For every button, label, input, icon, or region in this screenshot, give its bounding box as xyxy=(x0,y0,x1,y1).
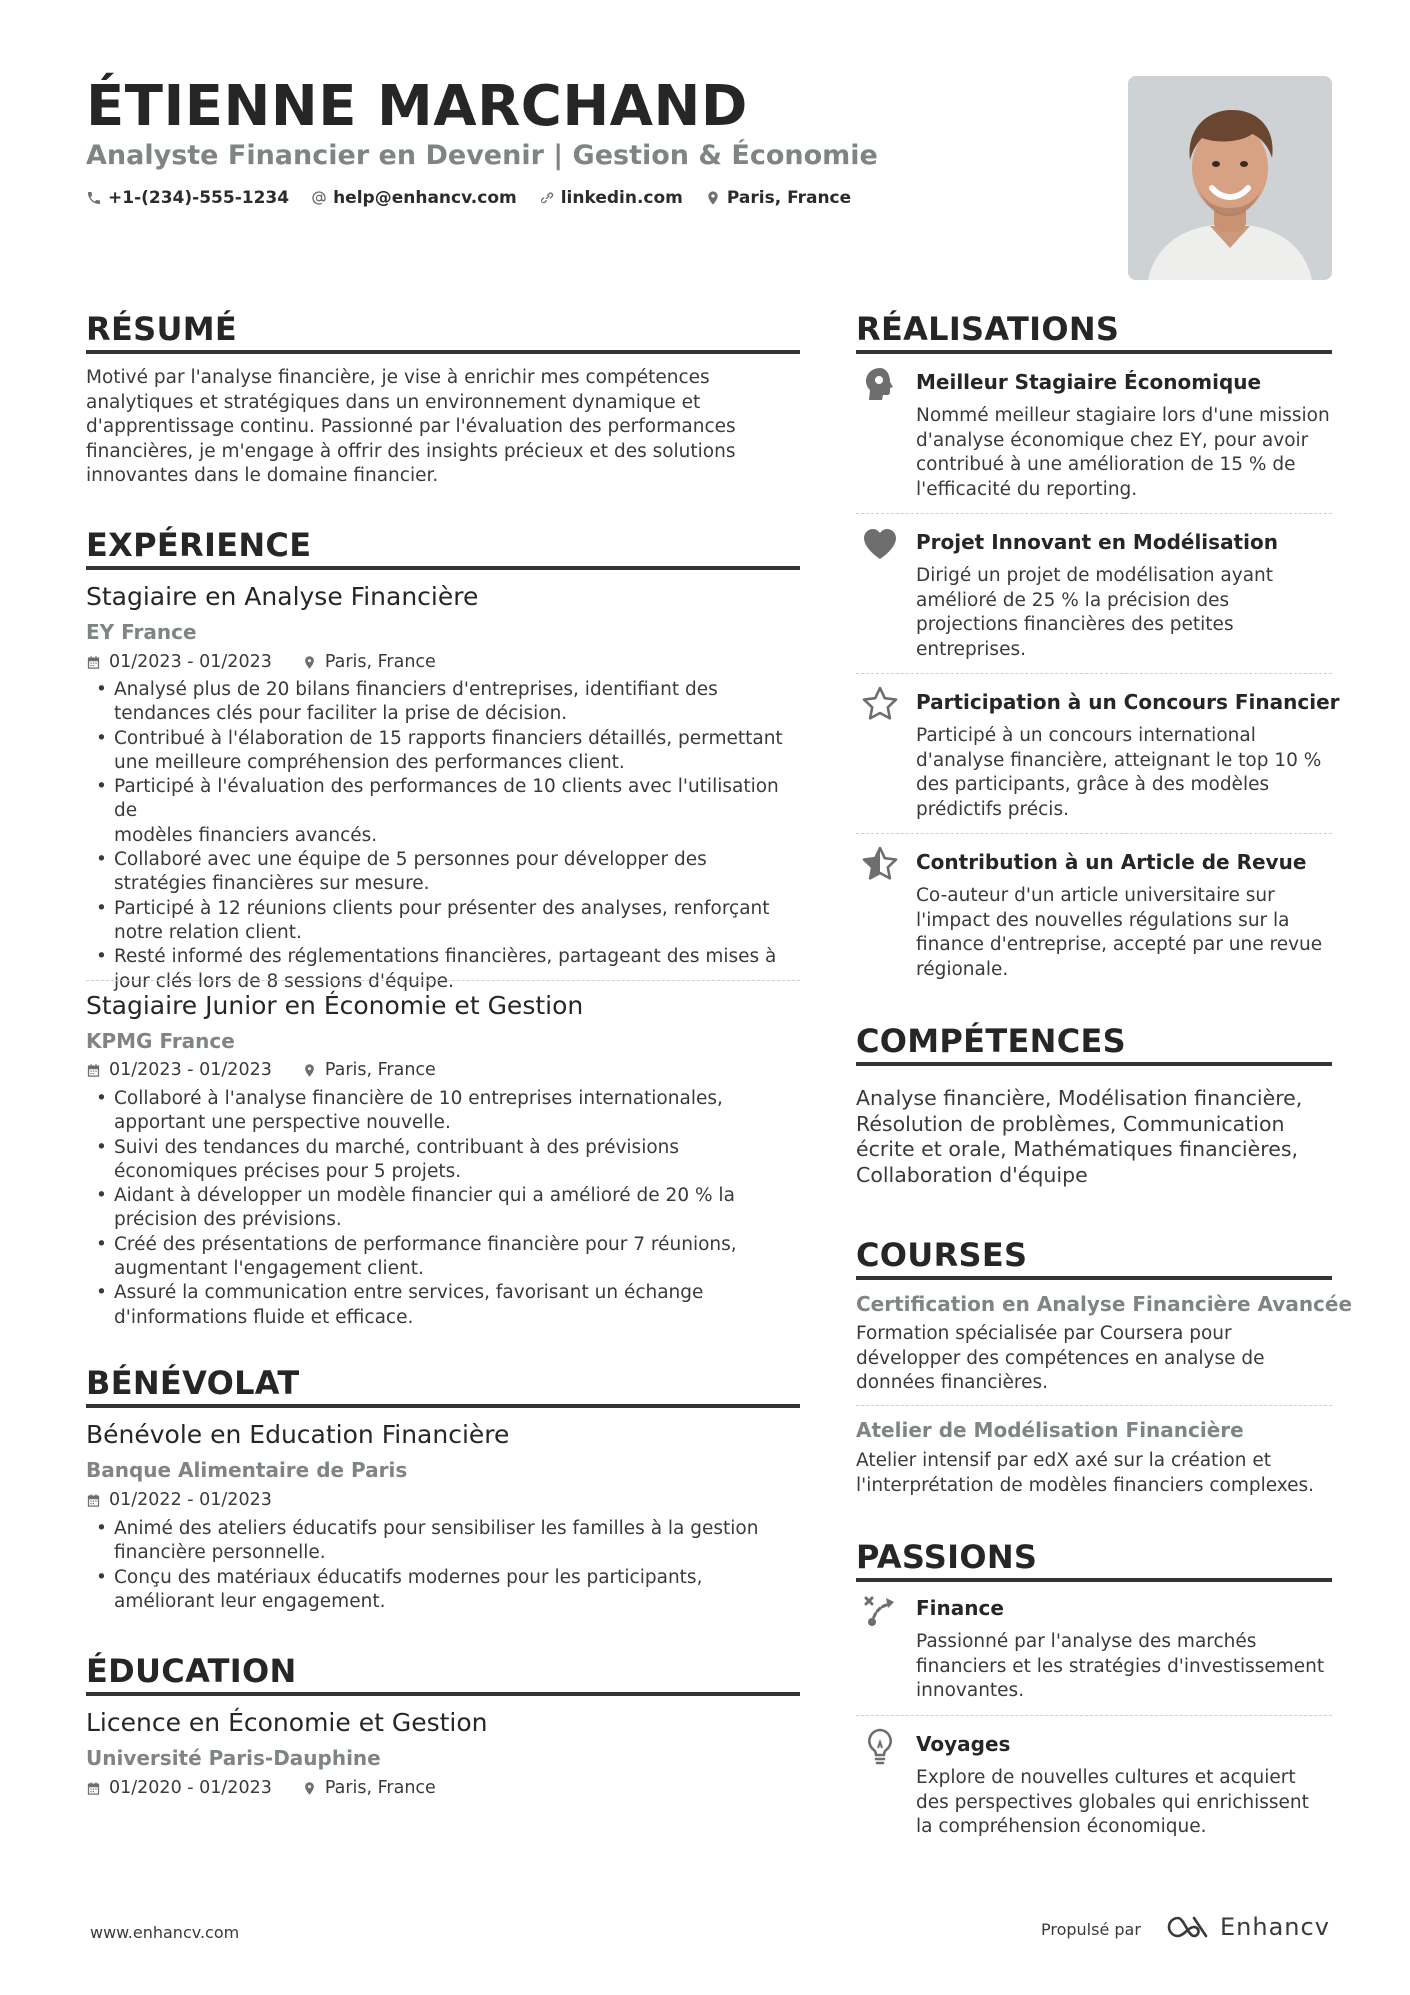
phone-icon xyxy=(86,190,102,206)
link-icon xyxy=(539,190,555,206)
bullet-item: • Assuré la communication entre services, favorisant un échange d'informations fluide et efficace. xyxy=(86,1281,806,1330)
skills-list: Analyse financière, Modélisation financière, Résolution de problèmes, Communication écrite et orale, Mathématiques financières, Collaboration d'équipe xyxy=(856,1086,1303,1187)
contact-bar xyxy=(86,188,851,208)
passions-rule xyxy=(856,1578,1332,1582)
course-title: Certification en Analyse Financière Avancée xyxy=(856,1292,1353,1316)
volunteer-rule xyxy=(86,1404,800,1408)
education-dates-text: 01/2020 - 01/2023 xyxy=(109,1778,272,1798)
passion-title: Voyages xyxy=(916,1732,1011,1756)
volunteer-org: Banque Alimentaire de Paris xyxy=(86,1458,408,1482)
job-dates-text: 01/2023 - 01/2023 xyxy=(109,1060,272,1080)
location-pin-icon xyxy=(705,190,721,206)
courses-heading: COURSES xyxy=(856,1236,1028,1274)
education-rule xyxy=(86,1692,800,1696)
passion-desc: Passionné par l'analyse des marchés financiers et les stratégies d'investissement innovantes. xyxy=(916,1631,1325,1701)
achievement-title: Participation à un Concours Financier xyxy=(916,690,1340,714)
job-location-text: Paris, France xyxy=(324,1060,436,1080)
summary-rule xyxy=(86,350,800,354)
calendar-icon xyxy=(86,1781,101,1796)
volunteer-dates xyxy=(86,1490,272,1510)
achievement-divider xyxy=(856,833,1332,834)
course-divider xyxy=(856,1405,1332,1406)
job-meta xyxy=(86,652,436,672)
summary-line: financières, je m'engage à offrir des insights précieux et des solutions xyxy=(86,440,736,462)
summary-line: Motivé par l'analyse financière, je vise à enrichir mes compétences xyxy=(86,367,710,388)
candidate-subtitle: Analyste Financier en Devenir | Gestion & Économie xyxy=(86,140,878,171)
enhancv-logo-icon xyxy=(1164,1914,1212,1940)
job-bullets xyxy=(86,1087,806,1330)
achievement-divider xyxy=(856,513,1332,514)
bullet-item: • Conçu des matériaux éducatifs modernes pour les participants, améliorant leur engagement. xyxy=(86,1566,806,1615)
head-icon xyxy=(860,364,900,404)
job-title: Stagiaire en Analyse Financière xyxy=(86,582,479,611)
achievements-heading: RÉALISATIONS xyxy=(856,310,1120,348)
calendar-icon xyxy=(86,1063,101,1078)
achievement-title: Projet Innovant en Modélisation xyxy=(916,530,1278,554)
job-dates xyxy=(86,1060,272,1080)
location-pin-icon xyxy=(302,1781,317,1796)
profile-photo xyxy=(1128,76,1332,280)
contact-email[interactable] xyxy=(311,188,517,208)
passions-heading: PASSIONS xyxy=(856,1538,1038,1576)
calendar-icon xyxy=(86,655,101,670)
achievements-rule xyxy=(856,350,1332,354)
location-text: Paris, France xyxy=(726,188,852,208)
volunteer-dates-text: 01/2022 - 01/2023 xyxy=(109,1490,272,1510)
footer-url[interactable]: www.enhancv.com xyxy=(90,1923,240,1942)
profile-photo-illustration xyxy=(1128,76,1332,280)
candidate-name: ÉTIENNE MARCHAND xyxy=(86,74,748,139)
job-location xyxy=(302,1060,436,1080)
bullet-item: • Participé à 12 réunions clients pour présenter des analyses, renforçant notre relation client. xyxy=(86,897,806,946)
education-location-text: Paris, France xyxy=(324,1778,436,1798)
linkedin-text: linkedin.com xyxy=(560,188,683,208)
bullet-item: • Resté informé des réglementations financières, partageant des mises à jour clés lors de 8 sessions d'équipe. xyxy=(86,945,806,994)
job-company: EY France xyxy=(86,620,197,644)
volunteer-role: Bénévole en Education Financière xyxy=(86,1420,510,1449)
bullet-item: • Suivi des tendances du marché, contribuant à des prévisions économiques précises pour 5 projets. xyxy=(86,1136,806,1185)
footer-powered-label: Propulsé par xyxy=(1041,1920,1141,1939)
email-text: help@enhancv.com xyxy=(333,188,517,208)
contact-phone[interactable] xyxy=(86,188,289,208)
volunteer-bullets xyxy=(86,1517,806,1614)
course-desc: Formation spécialisée par Coursera pour développer des compétences en analyse de données financières. xyxy=(856,1323,1265,1393)
star-outline-icon xyxy=(860,684,900,724)
job-dates xyxy=(86,652,272,672)
bullet-item: • Contribué à l'élaboration de 15 rapports financiers détaillés, permettant une meilleure compréhension des performances client. xyxy=(86,727,806,776)
education-dates xyxy=(86,1778,272,1798)
course-title: Atelier de Modélisation Financière xyxy=(856,1418,1244,1442)
lightbulb-icon xyxy=(860,1726,900,1766)
experience-heading: EXPÉRIENCE xyxy=(86,526,312,564)
star-half-icon xyxy=(860,844,900,884)
achievement-desc: Nommé meilleur stagiaire lors d'une mission d'analyse économique chez EY, pour avoir contribué à une amélioration de 15 % de l'efficacité du reporting. xyxy=(916,405,1330,500)
passion-divider xyxy=(856,1715,1332,1716)
bullet-item: • Collaboré avec une équipe de 5 personnes pour développer des stratégies financières sur mesure. xyxy=(86,848,806,897)
bullet-item: • Animé des ateliers éducatifs pour sensibiliser les familles à la gestion financière personnelle. xyxy=(86,1517,806,1566)
contact-linkedin[interactable] xyxy=(539,188,683,208)
job-location-text: Paris, France xyxy=(324,652,436,672)
job-divider xyxy=(86,980,800,981)
volunteer-heading: BÉNÉVOLAT xyxy=(86,1364,300,1402)
achievement-desc: Dirigé un projet de modélisation ayant amélioré de 25 % la précision des projections financières des petites entreprises. xyxy=(916,565,1274,660)
achievement-title: Contribution à un Article de Revue xyxy=(916,850,1307,874)
education-degree: Licence en Économie et Gestion xyxy=(86,1708,488,1737)
passion-desc: Explore de nouvelles cultures et acquiert des perspectives globales qui enrichissent la compréhension économique. xyxy=(916,1767,1309,1837)
education-location xyxy=(302,1778,436,1798)
course-desc: Atelier intensif par edX axé sur la création et l'interprétation de modèles financiers complexes. xyxy=(856,1450,1315,1496)
bullet-item: • Créé des présentations de performance financière pour 7 réunions, augmentant l'engagement client. xyxy=(86,1233,806,1282)
phone-text: +1-(234)-555-1234 xyxy=(108,188,290,208)
education-meta xyxy=(86,1778,436,1798)
achievement-divider xyxy=(856,673,1332,674)
experience-rule xyxy=(86,566,800,570)
heart-icon xyxy=(860,524,900,564)
bullet-item: • Collaboré à l'analyse financière de 10 entreprises internationales, apportant une perspective nouvelle. xyxy=(86,1087,806,1136)
calendar-icon xyxy=(86,1493,101,1508)
summary-line: analytiques et stratégiques dans un environnement dynamique et xyxy=(86,391,701,413)
summary-line: innovantes dans le domaine financier. xyxy=(86,465,439,486)
summary-text xyxy=(86,366,800,489)
job-location xyxy=(302,652,436,672)
bullet-item: • Participé à l'évaluation des performances de 10 clients avec l'utilisation de modèles financiers avancés. xyxy=(86,775,806,848)
summary-heading: RÉSUMÉ xyxy=(86,310,238,348)
location-pin-icon xyxy=(302,655,317,670)
job-meta xyxy=(86,1060,436,1080)
location-pin-icon xyxy=(302,1063,317,1078)
job-dates-text: 01/2023 - 01/2023 xyxy=(109,652,272,672)
achievement-desc: Participé à un concours international d'analyse financière, atteignant le top 10 % des participants, grâce à des modèles prédictifs précis. xyxy=(916,725,1322,820)
passion-title: Finance xyxy=(916,1596,1004,1620)
job-bullets xyxy=(86,678,806,994)
education-school: Université Paris-Dauphine xyxy=(86,1746,381,1770)
courses-rule xyxy=(856,1276,1332,1280)
summary-line: d'apprentissage continu. Passionné par l'évaluation des performances xyxy=(86,416,736,437)
enhancv-logo[interactable] xyxy=(1164,1913,1330,1941)
contact-location xyxy=(705,188,851,208)
skills-rule xyxy=(856,1062,1332,1066)
enhancv-brand-text: Enhancv xyxy=(1220,1913,1330,1941)
job-company: KPMG France xyxy=(86,1029,235,1053)
at-icon xyxy=(311,190,327,206)
achievement-title: Meilleur Stagiaire Économique xyxy=(916,370,1262,394)
education-heading: ÉDUCATION xyxy=(86,1652,297,1690)
achievement-desc: Co-auteur d'un article universitaire sur l'impact des nouvelles régulations sur la finance d'entreprise, accepté par une revue régionale. xyxy=(916,885,1323,980)
skills-heading: COMPÉTENCES xyxy=(856,1022,1127,1060)
bullet-item: • Aidant à développer un modèle financier qui a amélioré de 20 % la précision des prévisions. xyxy=(86,1184,806,1233)
volunteer-meta xyxy=(86,1490,272,1510)
job-title: Stagiaire Junior en Économie et Gestion xyxy=(86,991,584,1020)
strategy-icon xyxy=(860,1590,900,1630)
bullet-item: • Analysé plus de 20 bilans financiers d'entreprises, identifiant des tendances clés pour faciliter la prise de décision. xyxy=(86,678,806,727)
